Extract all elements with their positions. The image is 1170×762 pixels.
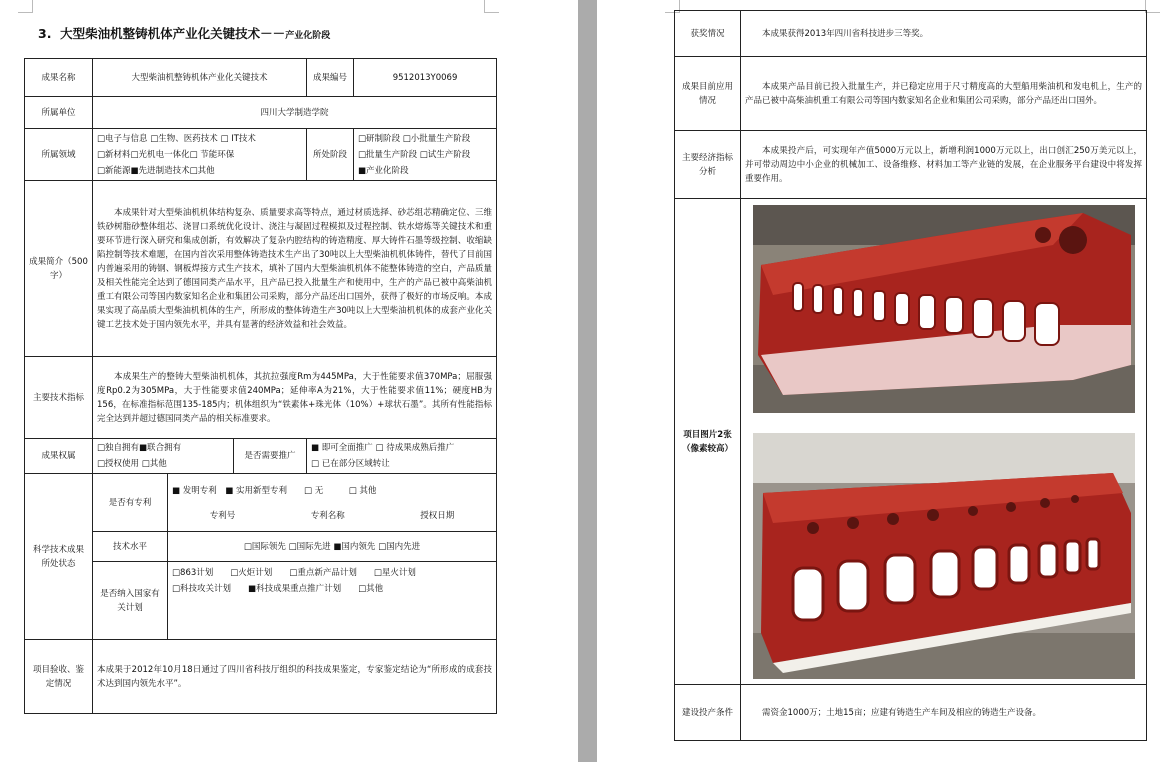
engine-block-image (753, 205, 1135, 413)
level-options: □国际领先 □国际先进 ■国内领先 □国内先进 (168, 532, 497, 562)
invest-text: 需资金1000万；土地15亩；应建有铸造生产车间及相应的铸造生产设备。 (741, 685, 1147, 741)
document-page-right (597, 0, 1170, 762)
promo-option-line: □ 已在部分区域转让 (311, 459, 390, 469)
patent-name-header: 专利名称 (310, 510, 345, 521)
field-option-line: □新材料□光机电一体化□ 节能环保 (97, 149, 235, 160)
promo-label: 是否需要推广 (234, 439, 307, 474)
engine-block-photo-2 (753, 433, 1135, 679)
field-options (93, 129, 307, 181)
plan-option-line: □863计划 □火炬计划 □重点新产品计划 □星火计划 (172, 568, 416, 578)
patent-label: 是否有专利 (93, 474, 168, 532)
field-option-line: □电子与信息 □生物、医药技术 □ IT技术 (97, 133, 256, 144)
engine-block-image (753, 433, 1135, 679)
spec-text: 本成果生产的整铸大型柴油机机体，其抗拉强度Rm为445MPa，大于性能要求值370MPa；屈服强度Rp0.2为305MPa，大于性能要求值240MPa；延伸率A为21%，大于性能要求值11%；硬度HB为156，在标准指标范围135-185内；机体组织为“铁素体+珠光体（10%）+球状石墨”。其所有性能指标完全达到并超过德国同类产品的相关标准要求。 (93, 357, 497, 439)
document-page-left (0, 0, 578, 762)
promo-options (307, 439, 497, 474)
stage-option-line: □批量生产阶段 □试生产阶段 (358, 149, 471, 160)
app-text: 本成果产品目前已投入批量生产，并已稳定应用于尺寸精度高的大型船用柴油机和发电机上，生产的产品已被中高柴油机重工有限公司等国内数家知名企业和集团公司采购，部分产品还出口国外。 (741, 57, 1147, 131)
achievement-table-continued (674, 10, 1147, 741)
patent-options: ■ 发明专利 ■ 实用新型专利 □ 无 □ 其他 (172, 485, 377, 496)
field-option-line: □新能源■先进制造技术□其他 (97, 165, 215, 176)
name-label: 成果名称 (25, 59, 93, 97)
unit-value: 四川大学制造学院 (93, 97, 497, 129)
eval-label: 项目验收、鉴定情况 (25, 640, 93, 714)
spec-label: 主要技术指标 (25, 357, 93, 439)
econ-text: 本成果投产后，可实现年产值5000万元以上，新增利润1000万元以上，出口创汇250万美元以上，并可带动周边中小企业的机械加工、设备维修、材料加工等产业链的发展，在企业服务平台建设中将发挥重要作用。 (741, 131, 1147, 199)
promo-option-line: ■ 即可全面推广 □ 待成果成熟后推广 (311, 443, 455, 453)
patent-cell (168, 474, 497, 532)
crop-mark (484, 0, 499, 13)
rights-option-line: □授权使用 □其他 (97, 459, 167, 469)
rights-label: 成果权属 (25, 439, 93, 474)
plan-option-line: □科技攻关计划 ■科技成果重点推广计划 □其他 (172, 584, 384, 594)
status-label: 科学技术成果所处状态 (25, 474, 93, 640)
unit-label: 所属单位 (25, 97, 93, 129)
intro-label: 成果简介（500字） (25, 181, 93, 357)
invest-label: 建设投产条件 (675, 685, 741, 741)
code-value: 9512013Y0069 (354, 59, 497, 97)
engine-block-photo-1 (753, 205, 1135, 413)
rights-option-line: □独自拥有■联合拥有 (97, 443, 182, 453)
eval-text: 本成果于2012年10月18日通过了四川省科技厅组织的科技成果鉴定，专家鉴定结论为“所形成的成套技术达到国内领先水平”。 (93, 640, 497, 714)
photo-cell (741, 199, 1147, 685)
code-label: 成果编号 (307, 59, 354, 97)
patent-number-header: 专利号 (209, 510, 236, 521)
stage-label: 所处阶段 (307, 129, 354, 181)
crop-mark (18, 0, 33, 13)
intro-text: 本成果针对大型柴油机机体结构复杂、质量要求高等特点，通过材质选择、砂芯组芯精确定位、三维铁砂树脂砂整体组芯、浇冒口系统优化设计、浇注与凝固过程模拟及过程控制、铁水熔炼等关键技术和重要环节进行深入研究和集成创新，有效解决了复杂内腔结构的铸造精度、厚大铸件石墨等级控制、收缩缺陷控制等技术难题，在国内首次采用整体铸造技术生产出了30吨以上大型柴油机机体铸件，替代了目前国内普遍采用的铸钢、钢板焊接方式生产技术，填补了国内大型柴油机机体不能整体铸造的空白，产品质量及相关性能完全达到了德国同类产品水平，且产品已投入批量生产和使用中，生产的产品已被中高柴油机重工有限公司等国内数家知名企业和集团公司采购，部分产品还出口国外，获得了极好的市场反响。本成果实现了高品质大型柴油机机体的生产，所形成的整体铸造生产30吨以上大型柴油机机体的成套产业化关键工艺技术处于国内领先水平，并具有显著的经济效益和社会效益。 (93, 181, 497, 357)
field-label: 所属领域 (25, 129, 93, 181)
achievement-table (24, 58, 497, 714)
plan-options (168, 562, 497, 640)
econ-label: 主要经济指标分析 (675, 131, 741, 199)
level-label: 技术水平 (93, 532, 168, 562)
section-title: 3. 大型柴油机整铸机体产业化关键技术－－产业化阶段 (38, 26, 331, 41)
award-label: 获奖情况 (675, 11, 741, 57)
crop-mark (1145, 0, 1160, 13)
patent-date-header: 授权日期 (420, 510, 455, 521)
stage-option-line: ■产业化阶段 (358, 165, 409, 176)
plan-label: 是否纳入国家有关计划 (93, 562, 168, 640)
patent-headers (172, 509, 492, 523)
stage-options (354, 129, 497, 181)
photo-label: 项目图片2张（像素较高） (675, 199, 741, 685)
name-value: 大型柴油机整铸机体产业化关键技术 (93, 59, 307, 97)
rights-options (93, 439, 234, 474)
stage-option-line: □研制阶段 □小批量生产阶段 (358, 133, 471, 144)
app-label: 成果目前应用情况 (675, 57, 741, 131)
award-text: 本成果获得2013年四川省科技进步三等奖。 (741, 11, 1147, 57)
